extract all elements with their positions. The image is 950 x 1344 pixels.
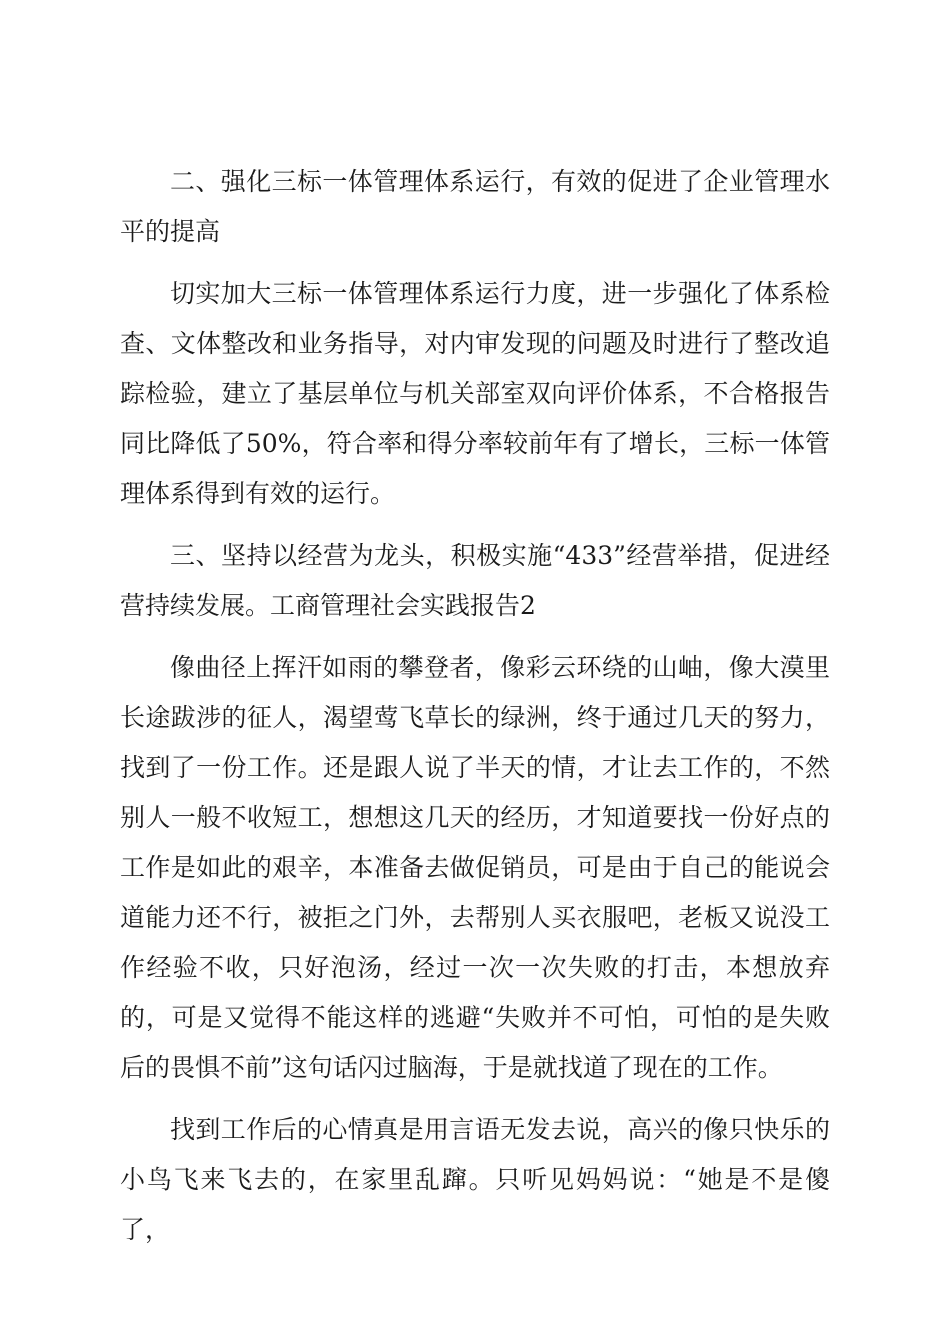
paragraph: 找到工作后的心情真是用言语无发去说，高兴的像只快乐的小鸟飞来飞去的，在家里乱蹿。只听见妈妈说：“她是不是傻了， xyxy=(120,1115,830,1244)
paragraph: 切实加大三标一体管理体系运行力度，进一步强化了体系检查、文体整改和业务指导，对内审发现的问题及时进行了整改追踪检验，建立了基层单位与机关部室双向评价体系，不合格报告同比降低了50%，符合率和得分率较前年有了增长，三标一体管理体系得到有效的运行。 xyxy=(120,279,830,508)
section-heading-3: 三、坚持以经营为龙头，积极实施“433”经营举措，促进经营持续发展。工商管理社会实践报告2 xyxy=(120,541,830,620)
paragraph: 像曲径上挥汗如雨的攀登者，像彩云环绕的山岫，像大漠里长途跋涉的征人，渴望莺飞草长的绿洲，终于通过几天的努力，找到了一份工作。还是跟人说了半天的情，才让去工作的，不然别人一般不收短工，想想这几天的经历，才知道要找一份好点的工作是如此的艰辛，本准备去做促销员，可是由于自己的能说会道能力还不行，被拒之门外，去帮别人买衣服吧，老板又说没工作经验不收，只好泡汤，经过一次一次失败的打击，本想放弃的，可是又觉得不能这样的逃避“失败并不可怕，可怕的是失败后的畏惧不前”这句话闪过脑海，于是就找道了现在的工作。 xyxy=(120,653,830,1082)
document-body xyxy=(120,157,830,1267)
section-heading-2: 二、强化三标一体管理体系运行，有效的促进了企业管理水平的提高 xyxy=(120,167,830,246)
